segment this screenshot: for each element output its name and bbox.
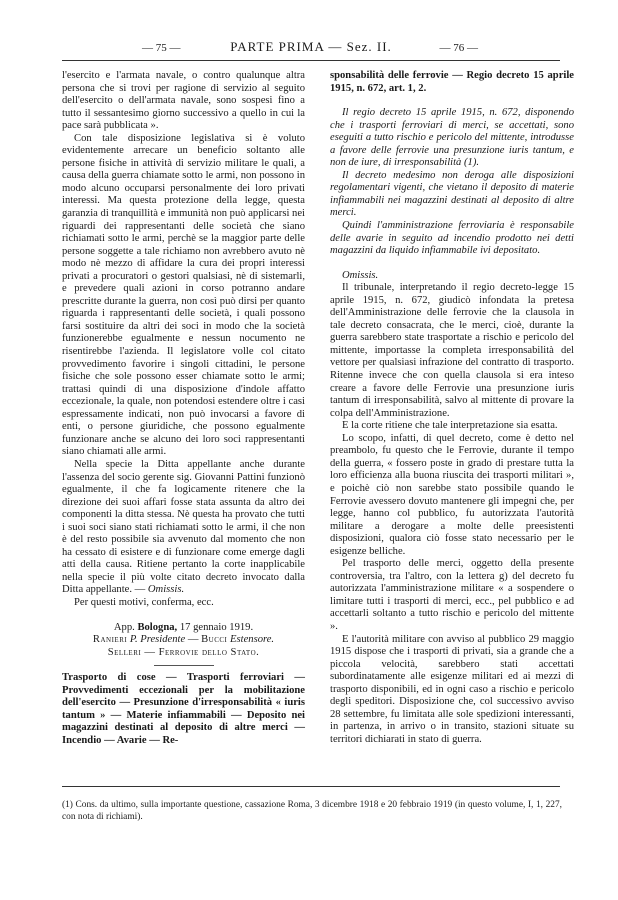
footnote-rule [62,786,560,787]
right-column [330,70,574,746]
header-rule [62,60,560,61]
paragraph: l'esercito e l'armata navale, o contro qualunque altra persona che si trovi per ragione di servizio al seguito dell'esercito o dell'armata navale, sono sospesi fino a tutto il sessantesimo giorno successivo a quello in cui la pace sarà pubblicata ». [62,70,305,132]
divider [154,665,214,666]
maxim: Quindi l'amministrazione ferroviaria è responsabile delle avarie in seguito ad incendio prodotto nei detti magazzini da liquido infiammabile ivi depositato. [330,220,574,257]
court-citation [62,622,305,635]
paragraph: Il tribunale, interpretando il regio decreto-legge 15 aprile 1915, n. 672, giudicò infondata la pretesa dell'Amministrazione delle ferrovie che la clausola in tale decreto consacrata, che le merci, cioè, durante la guerra sarebbero state trasportate a rischio e pericolo del mittente, importasse la completa irresponsabilità del vettore per qualsiasi infrazione del contratto di trasporto. Ritenne invece che con quella clausola si era inteso creare a favore delle Ferrovie una presunzione iuris tantum di irresponsabilità, salvo al mittente di provare la colpa dell'Amministrazione. [330,282,574,419]
president-name: Ranieri [92,634,128,646]
omissis-label: Omissis. [147,584,185,596]
page-number-left: — 75 — [142,42,181,54]
paragraph: Pel trasporto delle merci, oggetto della presente controversia, tra l'altro, con la lettera g) del decreto fu autorizzata l'amministrazione militare « a sospendere o limitare tutti i trasporti di merci, ecc., pel pubblico e ad accettarli soltanto a tutto rischio e pericolo del mittente ». [330,558,574,632]
maxim: Il decreto medesimo non deroga alle disposizioni regolamentari vigenti, che vietano il deposito di materie infiammabili nei magazzini destinati al deposito di altre merci. [330,169,574,219]
footnote: (1) Cons. da ultimo, sulla importante questione, cassazione Roma, 3 dicembre 1918 e 20 febbraio 1919 (in questo volume, I, 1, 227, con nota di richiami). [62,800,562,822]
maxim: Il regio decreto 15 aprile 1915, n. 672, disponendo che i trasporti ferroviari di merci, se accettati, sono eseguiti a tutto rischio e pericolo del mittente, introdusse a favore delle ferrovie una presunzione iuris tantum, e non de iure, di irresponsabilità (1). [330,107,574,169]
paragraph: E l'autorità militare con avviso al pubblico 29 maggio 1915 dispose che i trasporti di privati, sia a grande che a piccola velocità, sarebbero stati accettati subordinatamente alle esigenze militari ed ai mezzi di trasporto disponibili, ed in ogni caso a rischio e pericolo degli speditori. Disposizione che, col successivo avviso 28 settembre, fu limitata alle sole spedizioni interessanti, in partenza, in arrivo o in transito, stazioni situate su territori dichiarati in stato di guerra. [330,633,574,745]
court-date: 17 gennaio 1919. [179,621,254,633]
separator: — [187,634,199,646]
page-number-right: — 76 — [439,42,478,54]
case-headline: Trasporto di cose — Trasporti ferroviari — Provvedimenti eccezionali per la mobilitazione dell'esercito — Presunzione d'irresponsabilità « iuris tantum » — Materie infiammabili — Deposito nei magazzini destinati al deposito di altre merci — Incendio — Avarie — Re- [62,672,305,746]
president-role: P. Presidente [129,634,186,646]
case-headline-continued: sponsabilità delle ferrovie — Regio decreto 15 aprile 1915, n. 672, art. 1, 2. [330,70,574,94]
paragraph: Per questi motivi, conferma, ecc. [74,596,214,608]
extensor-name: Bucci [201,634,228,646]
omissis-label: Omissis. [342,269,379,281]
judges-line [62,634,305,647]
extensor-role: Estensore. [230,634,275,646]
court-prefix: App. [113,621,135,633]
paragraph: Lo scopo, infatti, di quel decreto, come è detto nel preambolo, fu questo che le Ferrovie, durante il tempo della guerra, « fossero poste in grado di prestare tutta la loro efficienza alla buona riuscita dei trasporti militari », e poichè ciò non sarebbe stato possibile quando le Ferrovie avessero dovuto mantenere gli impegni che, per legge, hanno col pubblico, fu autorizzata l'autorità militare a derogare a molte delle preesistenti disposizioni, qualora ciò fosse stato necessario per le esigenze belliche. [330,432,574,557]
running-header [62,38,560,60]
parties-line: Selleri — Ferrovie dello Stato. [107,646,260,658]
paragraph [62,459,305,597]
left-column [62,70,305,747]
paragraph: E la corte ritiene che tale interpretazione sia esatta. [342,420,558,432]
court-city: Bologna, [137,621,178,633]
section-title: PARTE PRIMA — Sez. II. [230,39,392,54]
paragraph-text: Nella specie la Ditta appellante anche durante l'assenza del socio gerente sig. Giovanni Pattini funzionò egualmente, il che fa logicamente ritenere che la direzione dei suoi affari fosse stata assunta da altro dei componenti la ditta stessa. Nè questa ha provato che tutti i suoi soci siano stati richiamati sotto le armi, il che non è del resto possibile sia avvenuto dal momento che non ha cessato di esistere e di funzionare come emerge dagli atti della causa. Ritiene pertanto la corte inapplicabile nella specie il più volte citato decreto invocato dalla Ditta appellante. — [62,458,305,596]
paragraph: Con tale disposizione legislativa si è voluto evidentemente arrecare un beneficio soltanto alle persone fisiche in attività di servizio militare le quali, a causa della guerra chiamate sotto le armi, non possono in modo alcuno occuparsi personalmente dei loro privati interessi. Ma questa protezione della legge, questa garanzia di tranquillità e immunità non può applicarsi nei riguardi dei rappresentanti delle società che siano richiamati sotto le armi, perchè se la maggior parte delle persone soggette a tale richiamo non avrebbero avuto nè modo nè mezzo di affidare la cura dei propri interessi privati a procuratori o gestori qualsiasi, nè di sistemarli, e prevedere quali azioni in corso potranno andare prescritte durante la guerra, non così può dirsi per quanto riguarda i rappresentanti delle società, i quali possono farsi sostituire da altri dei soci in modo che la società funzionerebbe egualmente e nessun nocumento ne risentirebbe l'azienda. Il legislatore volle col citato provvedimento favorire i singoli cittadini, le persone fisiche che sole possono esser chiamate sotto le armi; trattasi quindi di una disposizione d'indole affatto eccezionale, la quale, non potendosi estendere oltre i casi espressamente indicati, non può invocarsi a favore di enti, o persone giuridiche, che possono egualmente funzionare anche se alcuno dei loro soci rappresentanti siano chiamati alle armi. [62,132,305,458]
